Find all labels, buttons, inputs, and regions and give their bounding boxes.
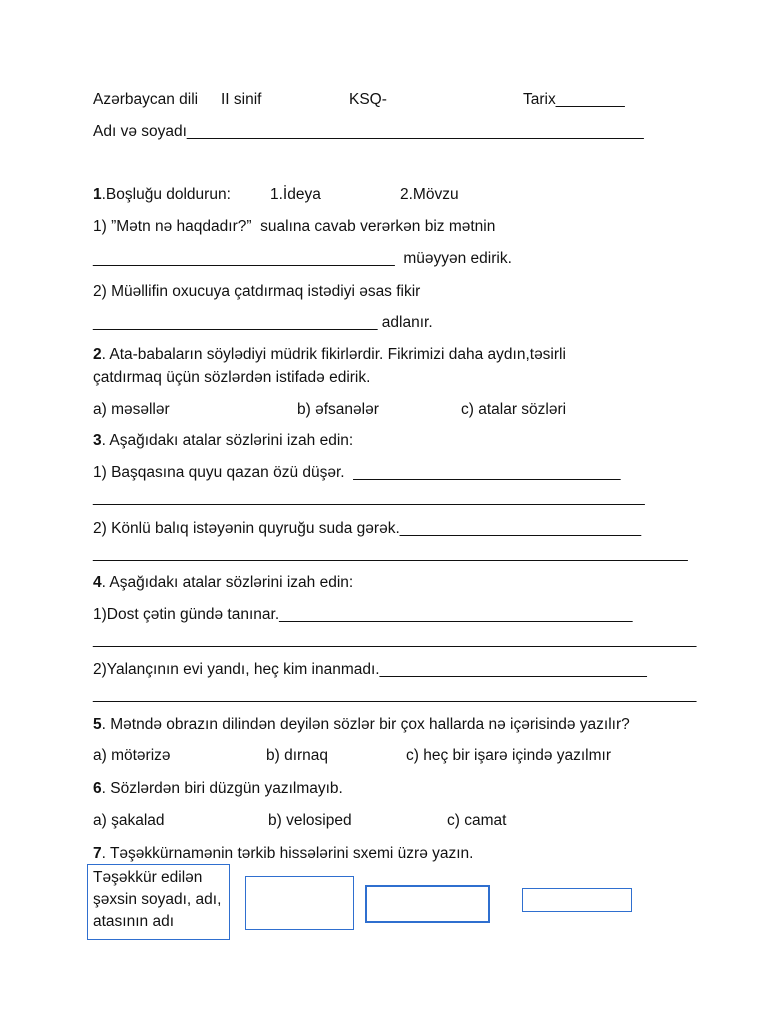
q1-sentence-1: 1) ”Mətn nə haqdadır?” sualına cavab verərkən biz mətnin	[93, 218, 496, 235]
q4-number: 4	[93, 574, 102, 591]
q6-title	[93, 779, 343, 799]
q1-sentence-2-blank[interactable]: _________________________________ adlanır.	[93, 314, 433, 331]
grade-label: II sinif	[221, 91, 262, 108]
q7-title-text: . Təşəkkürnamənin tərkib hissələrini sxemi üzrə yazın.	[101, 845, 474, 862]
q4-title	[93, 573, 353, 593]
q7-title	[93, 844, 474, 864]
q1-number: 1	[93, 186, 102, 203]
q1-option-1: 1.İdeya	[270, 186, 321, 203]
q2-option-b[interactable]: b) əfsanələr	[297, 401, 379, 418]
q1-title-text: .Boşluğu doldurun:	[101, 186, 231, 203]
q5-option-a[interactable]: a) mötərizə	[93, 747, 171, 764]
ksq-label: KSQ-	[349, 91, 387, 108]
q3-title	[93, 431, 353, 451]
q6-option-b[interactable]: b) velosiped	[268, 812, 352, 829]
date-field[interactable]: Tarix________	[523, 91, 625, 108]
q7-number: 7	[93, 845, 102, 862]
schema-box-recipient-text: Təşəkkür edilən şəxsin soyadı, adı, atasının adı	[93, 869, 222, 930]
subject-label: Azərbaycan dili	[93, 91, 199, 108]
q3-proverb-1[interactable]: 1) Başqasına quyu qazan özü düşər. _______________________________	[93, 464, 621, 481]
q5-title-text: . Mətndə obrazın dilindən deyilən sözlər bir çox hallarda nə içərisində yazılır?	[101, 716, 630, 733]
q5-title	[93, 715, 630, 735]
schema-box-recipient	[87, 864, 230, 940]
q3-proverb-2[interactable]: 2) Könlü balıq istəyənin quyruğu suda gərək.____________________________	[93, 520, 642, 537]
q1-sentence-2: 2) Müəllifin oxucuya çatdırmaq istədiyi əsas fikir	[93, 283, 421, 300]
q2-number: 2	[93, 346, 102, 363]
q6-title-text: . Sözlərdən biri düzgün yazılmayıb.	[101, 780, 343, 797]
schema-box-3[interactable]	[365, 885, 490, 923]
q4-proverb-2-line[interactable]: ______________________________________________________________________	[93, 686, 697, 703]
q5-option-b[interactable]: b) dırnaq	[266, 747, 329, 764]
q4-title-text: . Aşağıdakı atalar sözlərini izah edin:	[101, 574, 354, 591]
q2-option-a[interactable]: a) məsəllər	[93, 401, 170, 418]
q4-proverb-1[interactable]: 1)Dost çətin gündə tanınar._________________________________________	[93, 606, 633, 623]
q3-title-text: . Aşağıdakı atalar sözlərini izah edin:	[101, 432, 354, 449]
q6-option-a[interactable]: a) şakalad	[93, 812, 165, 829]
q4-proverb-1-line[interactable]: ______________________________________________________________________	[93, 631, 697, 648]
q5-number: 5	[93, 716, 102, 733]
q4-proverb-2[interactable]: 2)Yalançının evi yandı, heç kim inanmadı._______________________________	[93, 661, 647, 678]
q3-proverb-2-line[interactable]: _____________________________________________________________________	[93, 545, 688, 562]
q1-option-2: 2.Mövzu	[400, 186, 459, 203]
q2-text: . Ata-babaların söylədiyi müdrik fikirlərdir. Fikrimizi daha aydın,təsirli	[101, 346, 566, 363]
schema-box-2[interactable]	[245, 876, 354, 930]
q3-proverb-1-line[interactable]: ________________________________________________________________	[93, 489, 645, 506]
q1-title	[93, 185, 231, 205]
q5-option-c[interactable]: c) heç bir işarə içində yazılmır	[406, 747, 612, 764]
name-field[interactable]: Adı və soyadı_____________________________________________________	[93, 123, 644, 140]
q6-number: 6	[93, 780, 102, 797]
q1-sentence-1-blank[interactable]: ___________________________________ müəyyən edirik.	[93, 250, 512, 267]
q2-text-line-1	[93, 345, 566, 365]
schema-box-4[interactable]	[522, 888, 632, 912]
q3-number: 3	[93, 432, 102, 449]
q6-option-c[interactable]: c) camat	[447, 812, 507, 829]
q2-text-line-2: çatdırmaq üçün sözlərdən istifadə edirik.	[93, 369, 371, 386]
q2-option-c[interactable]: c) atalar sözləri	[461, 401, 567, 418]
